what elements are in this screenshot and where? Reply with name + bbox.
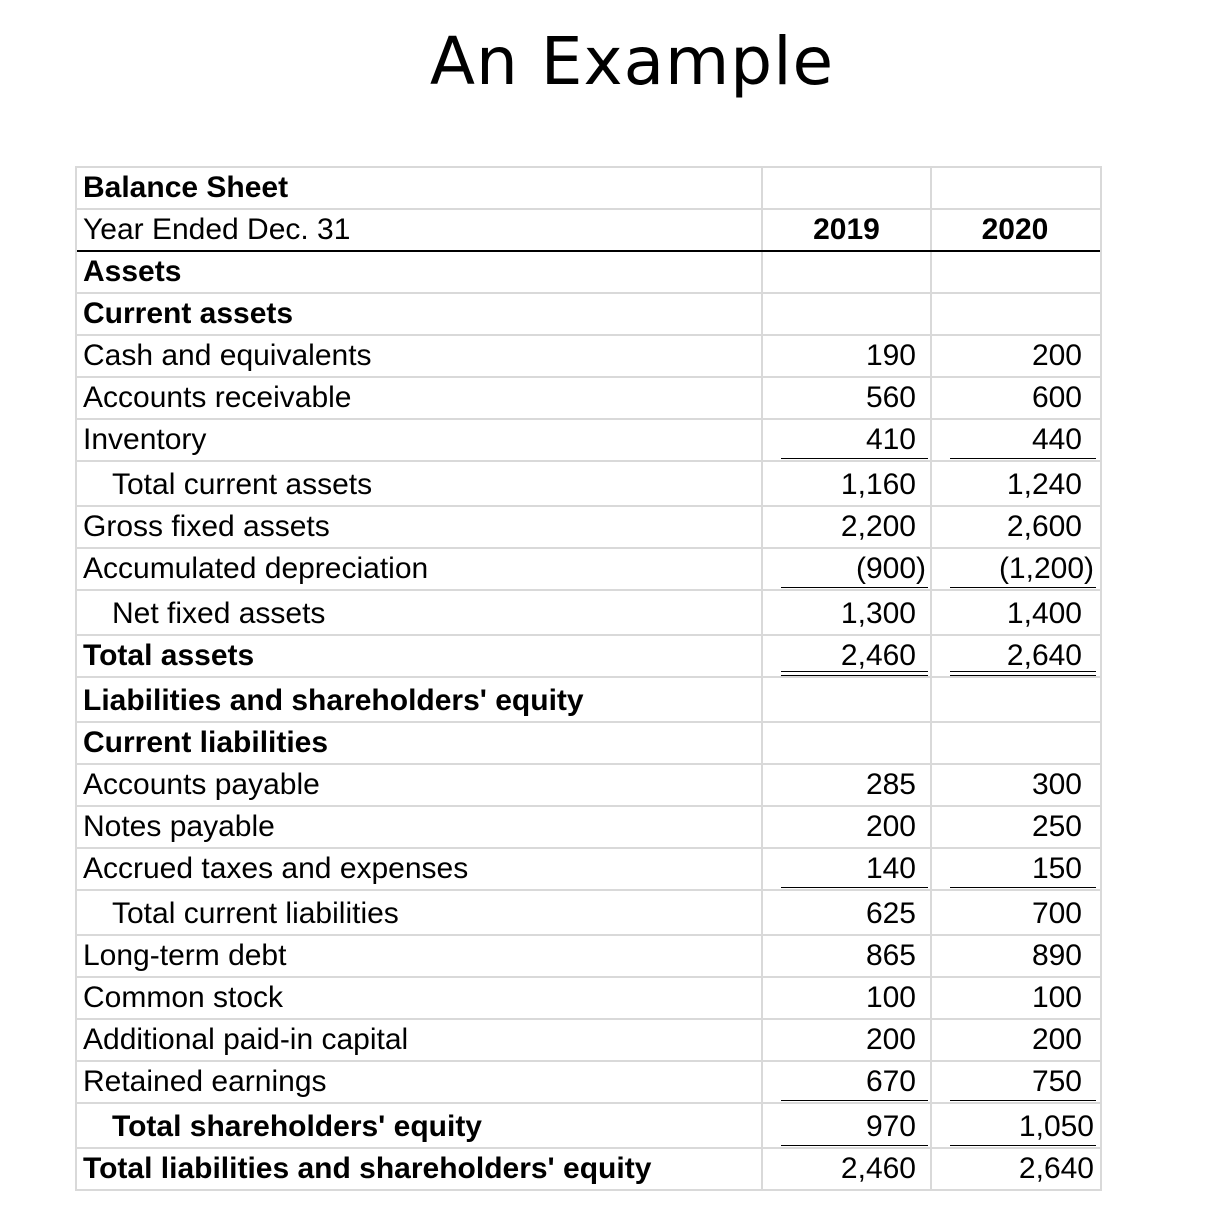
value-2019: 2,460 xyxy=(763,1149,932,1189)
value-2019: 200 xyxy=(763,807,932,847)
value-2020: 2,600 xyxy=(1006,510,1082,543)
table-row xyxy=(77,891,1100,936)
table-row xyxy=(77,336,1100,378)
value-2019: 200 xyxy=(763,1020,932,1060)
table-row xyxy=(77,978,1100,1020)
value-2019: 410 xyxy=(763,420,932,460)
value-2019: 560 xyxy=(763,378,932,418)
table-row xyxy=(77,168,1100,210)
row-label: Additional paid-in capital xyxy=(77,1020,763,1060)
table-row xyxy=(77,294,1100,336)
value-2020: 750 xyxy=(932,1062,1098,1102)
value-2019: 285 xyxy=(763,765,932,805)
row-label: Long-term debt xyxy=(77,936,763,976)
table-row xyxy=(77,252,1100,294)
value-2020: 100 xyxy=(1031,981,1082,1014)
value-2020: (1,200) xyxy=(932,549,1098,589)
table-row xyxy=(77,591,1100,636)
value-2019: 625 xyxy=(763,891,932,934)
row-label: Accounts receivable xyxy=(77,378,763,418)
table-row xyxy=(77,1020,1100,1062)
value-2020: 600 xyxy=(1031,381,1082,414)
value-2020: 2,640 xyxy=(1018,1152,1094,1185)
row-label: Total assets xyxy=(77,636,763,676)
section-label: Current assets xyxy=(77,294,763,334)
value-2019: 140 xyxy=(763,849,932,889)
section-label: Current liabilities xyxy=(77,723,763,763)
slide-title: An Example xyxy=(429,23,835,100)
table-row xyxy=(77,849,1100,891)
value-2020: 250 xyxy=(1031,810,1082,843)
value-2020: 700 xyxy=(1031,897,1082,930)
value-2020: 300 xyxy=(1031,768,1082,801)
value-2020: 890 xyxy=(1031,939,1082,972)
row-label: Notes payable xyxy=(77,807,763,847)
value-2019: 970 xyxy=(763,1104,932,1147)
table-row xyxy=(77,1104,1100,1149)
row-label: Total current liabilities xyxy=(77,891,763,934)
table-row xyxy=(77,507,1100,549)
value-2020: 440 xyxy=(932,420,1098,460)
value-2020: 200 xyxy=(1031,339,1082,372)
row-label: Retained earnings xyxy=(77,1062,763,1102)
section-label: Assets xyxy=(77,252,763,292)
row-label: Cash and equivalents xyxy=(77,336,763,376)
value-2019: 670 xyxy=(763,1062,932,1102)
row-label: Total shareholders' equity xyxy=(77,1104,763,1147)
row-label: Accrued taxes and expenses xyxy=(77,849,763,889)
table-row xyxy=(77,765,1100,807)
row-label: Net fixed assets xyxy=(77,591,763,634)
value-2019: 2,200 xyxy=(763,507,932,547)
row-label: Total current assets xyxy=(77,462,763,505)
value-2020: 1,240 xyxy=(1006,468,1082,501)
value-2020: 1,050 xyxy=(932,1104,1098,1147)
row-label: Accounts payable xyxy=(77,765,763,805)
section-label: Liabilities and shareholders' equity xyxy=(77,678,763,721)
row-label: Gross fixed assets xyxy=(77,507,763,547)
value-2019: 100 xyxy=(763,978,932,1018)
table-row xyxy=(77,420,1100,462)
sheet-heading: Balance Sheet xyxy=(77,168,763,208)
column-header-2019: 2019 xyxy=(763,210,932,250)
table-row xyxy=(77,936,1100,978)
value-2020: 2,640 xyxy=(932,636,1098,676)
column-header-2020: 2020 xyxy=(981,213,1049,246)
value-2020: 1,400 xyxy=(1006,597,1082,630)
row-label: Total liabilities and shareholders' equity xyxy=(77,1149,763,1189)
row-label: Accumulated depreciation xyxy=(77,549,763,589)
table-row xyxy=(77,636,1100,678)
balance-sheet-table xyxy=(75,166,1102,1191)
value-2019: 865 xyxy=(763,936,932,976)
value-2019: (900) xyxy=(763,549,932,589)
table-row xyxy=(77,1149,1100,1191)
value-2020: 200 xyxy=(1031,1023,1082,1056)
period-label: Year Ended Dec. 31 xyxy=(77,210,763,250)
value-2019: 1,300 xyxy=(763,591,932,634)
value-2019: 1,160 xyxy=(763,462,932,505)
value-2019: 190 xyxy=(763,336,932,376)
table-row xyxy=(77,462,1100,507)
table-row xyxy=(77,678,1100,723)
table-row xyxy=(77,723,1100,765)
table-row xyxy=(77,807,1100,849)
table-row xyxy=(77,1062,1100,1104)
table-row xyxy=(77,549,1100,591)
row-label: Common stock xyxy=(77,978,763,1018)
table-row xyxy=(77,378,1100,420)
row-label: Inventory xyxy=(77,420,763,460)
value-2019: 2,460 xyxy=(763,636,932,676)
value-2020: 150 xyxy=(932,849,1098,889)
table-header-row xyxy=(77,210,1100,252)
